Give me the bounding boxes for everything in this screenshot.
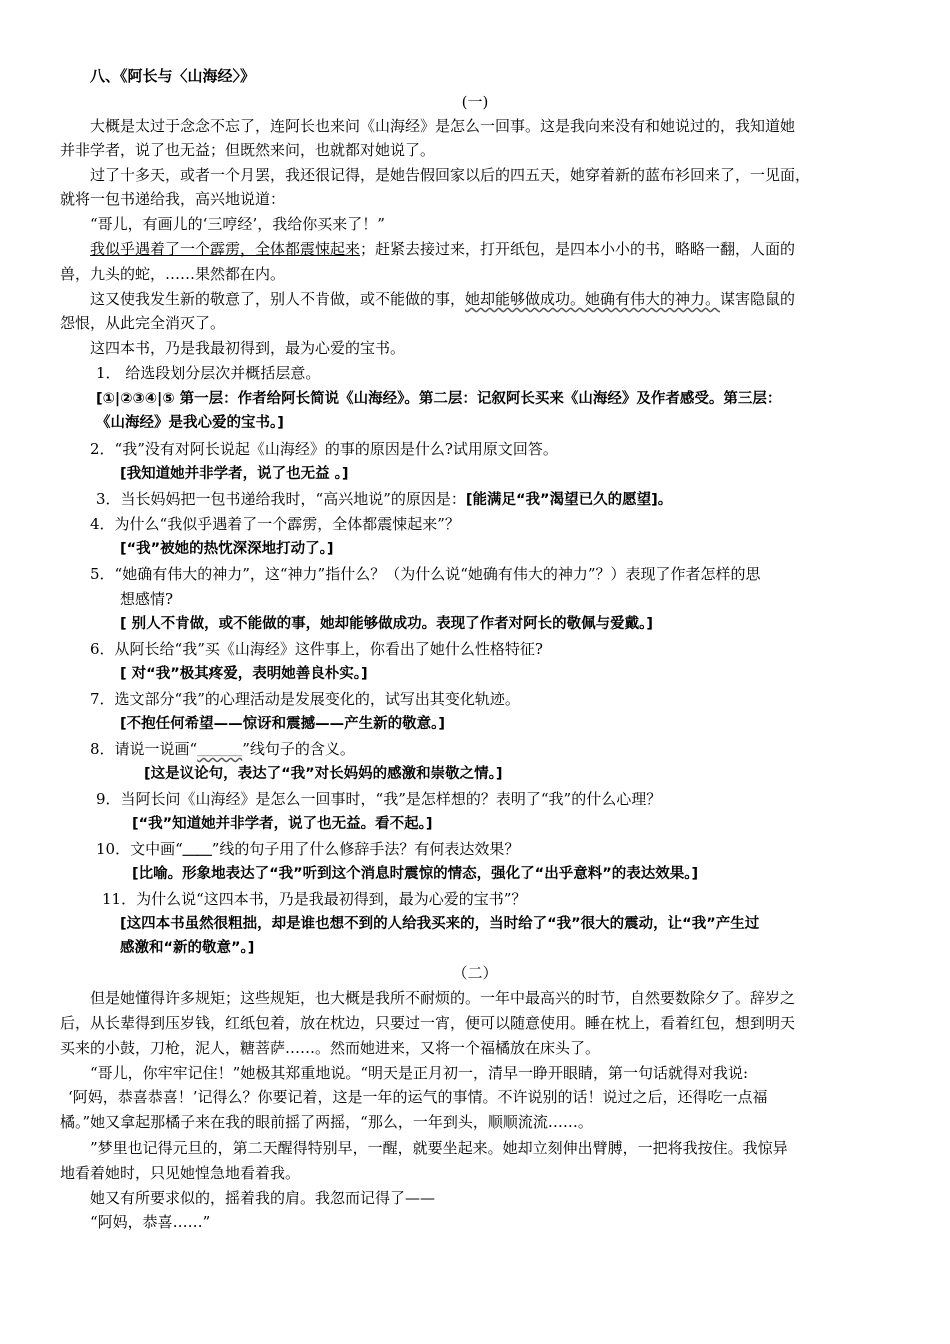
question-text: 8．请说一说画“ xyxy=(90,740,198,758)
question-text: ”线的句子用了什么修辞手法？有何表达效果？ xyxy=(211,840,520,858)
paragraph-line: 她又有所要求似的，摇着我的肩。我忽而记得了—— xyxy=(90,1189,436,1207)
question-11: 11．为什么说“这四本书，乃是我最初得到，最为心爱的宝书”？ xyxy=(102,890,527,908)
paragraph-line: ”梦里也记得元旦的，第二天醒得特别早，一醒，就要坐起来。她却立刻伸出臂膊，一把将我按住。我惊异 xyxy=(90,1139,788,1157)
answer-11: [这四本书虽然很粗拙，却是谁也想不到的人给我买来的，当时给了“我”很大的震动，让“我”产生过 xyxy=(120,916,760,932)
answer-3: [能满足“我”渴望已久的愿望]。 xyxy=(465,492,673,508)
wavy-line-sample: ＿＿＿ xyxy=(197,740,243,758)
answer-8: [这是议论句，表达了“我”对长妈妈的感激和崇敬之情。] xyxy=(144,766,503,782)
answer-5: [ 别人不肯做，或不能做的事，她却能够做成功。表现了作者对阿长的敬佩与爱戴。] xyxy=(120,616,654,632)
question-5-cont: 想感情? xyxy=(120,590,174,608)
question-2: 2．“我”没有对阿长说起《山海经》的事的原因是什么?试用原文回答。 xyxy=(90,440,558,458)
paragraph-line: 并非学者，说了也无益；但既然来问，也就都对她说了。 xyxy=(60,141,436,159)
paragraph-text: 这又使我发生新的敬意了，别人不肯做，或不能做的事， xyxy=(90,290,466,308)
question-9: 9．当阿长问《山海经》是怎么一回事时，“我”是怎样想的？表明了“我”的什么心理？ xyxy=(96,790,662,808)
paragraph-line: 怨恨，从此完全消灭了。 xyxy=(60,314,226,332)
section-heading-1: (一) xyxy=(461,93,489,111)
question-4: 4．为什么“我似乎遇着了一个霹雳，全体都震悚起来”？ xyxy=(90,515,460,533)
answer-9: [“我”知道她并非学者，说了也无益。看不起。] xyxy=(132,816,433,832)
paragraph-line: 就将一包书递给我，高兴地说道： xyxy=(60,190,286,208)
section-heading-2: （二） xyxy=(452,964,498,982)
underlined-sentence: 我似乎遇着了一个霹雳，全体都震悚起来 xyxy=(90,240,361,258)
wavy-underlined-sentence: 她却能够做成功。她确有伟大的神力。 xyxy=(465,290,721,308)
question-1: 1． 给选段划分层次并概括层意。 xyxy=(96,364,321,382)
question-8 xyxy=(90,739,355,759)
answer-7: [不抱任何希望——惊讶和震撼——产生新的敬意。] xyxy=(120,716,446,732)
paragraph-line: 这四本书，乃是我最初得到，最为心爱的宝书。 xyxy=(90,339,406,357)
answer-1: [①|②③④|⑤ 第一层：作者给阿长简说《山海经》。第二层：记叙阿长买来《山海经》及作者感受。第三层： xyxy=(96,391,782,407)
answer-11-cont: 感激和“新的敬意”。] xyxy=(120,940,255,956)
answer-1-cont: 《山海经》是我心爱的宝书。] xyxy=(96,415,284,431)
answer-6: [ 对“我”极其疼爱，表明她善良朴实。] xyxy=(120,666,368,682)
paragraph-line: “哥儿，有画儿的‘三哼经’，我给你买来了！” xyxy=(90,215,385,233)
question-text: ”线句子的含义。 xyxy=(242,740,355,758)
question-3 xyxy=(96,489,672,510)
answer-2: [我知道她并非学者，说了也无益 。] xyxy=(120,466,349,482)
straight-line-sample: ＿＿ xyxy=(182,842,212,858)
question-text: 10．文中画“ xyxy=(96,840,183,858)
paragraph-line xyxy=(90,239,795,259)
paragraph-text: ；赶紧去接过来，打开纸包，是四本小小的书，略略一翻，人面的 xyxy=(360,240,796,258)
question-10 xyxy=(96,839,519,860)
paragraph-line: 后，从长辈得到压岁钱，红纸包着，放在枕边，只要过一宵，便可以随意使用。睡在枕上，看着红包，想到明天 xyxy=(60,1014,796,1032)
answer-10: [比喻。形象地表达了“我”听到这个消息时震惊的情态，强化了“出乎意料”的表达效果。] xyxy=(132,866,699,882)
paragraph-text: 谋害隐鼠的 xyxy=(720,290,796,308)
paragraph-line: 过了十多天，或者一个月罢，我还很记得，是她告假回家以后的四五天，她穿着新的蓝布衫回来了，一见面， xyxy=(90,166,811,184)
paragraph-line: 大概是太过于念念不忘了，连阿长也来问《山海经》是怎么一回事。这是我向来没有和她说过的，我知道她 xyxy=(90,117,796,135)
question-7: 7．选文部分“我”的心理活动是发展变化的，试写出其变化轨迹。 xyxy=(90,690,520,708)
paragraph-line: 买来的小鼓，刀枪，泥人，糖菩萨……。然而她进来，又将一个福橘放在床头了。 xyxy=(60,1039,601,1057)
paragraph-line: ‘阿妈，恭喜恭喜！’记得么？你要记着，这是一年的运气的事情。不许说别的话！说过之后，还得吃一点福 xyxy=(68,1088,768,1106)
paragraph-line: “阿妈，恭喜……” xyxy=(90,1213,211,1231)
paragraph-line: “哥儿，你牢牢记住！”她极其郑重地说。“明天是正月初一，清早一睁开眼睛，第一句话就得对我说: xyxy=(90,1064,749,1082)
paragraph-line: 地看着她时，只见她惶急地看着我。 xyxy=(60,1164,301,1182)
page-title: 八、《阿长与〈山海经〉》 xyxy=(90,67,256,85)
paragraph-line: 兽，九头的蛇，……果然都在内。 xyxy=(60,265,286,283)
answer-4: [“我”被她的热忱深深地打动了。] xyxy=(120,541,334,557)
question-5: 5．“她确有伟大的神力”，这“神力”指什么？（为什么说“她确有伟大的神力”？）表现了作者怎样的思 xyxy=(90,565,761,583)
paragraph-line: 但是她懂得许多规矩；这些规矩，也大概是我所不耐烦的。一年中最高兴的时节，自然要数除夕了。辞岁之 xyxy=(90,989,796,1007)
question-6: 6．从阿长给“我”买《山海经》这件事上，你看出了她什么性格特征? xyxy=(90,640,543,658)
question-text: 3．当长妈妈把一包书递给我时，“高兴地说”的原因是： xyxy=(96,490,466,508)
paragraph-line xyxy=(90,289,795,309)
paragraph-line: 橘。”她又拿起那橘子来在我的眼前摇了两摇，“那么，一年到头，顺顺流流……。 xyxy=(60,1113,593,1131)
